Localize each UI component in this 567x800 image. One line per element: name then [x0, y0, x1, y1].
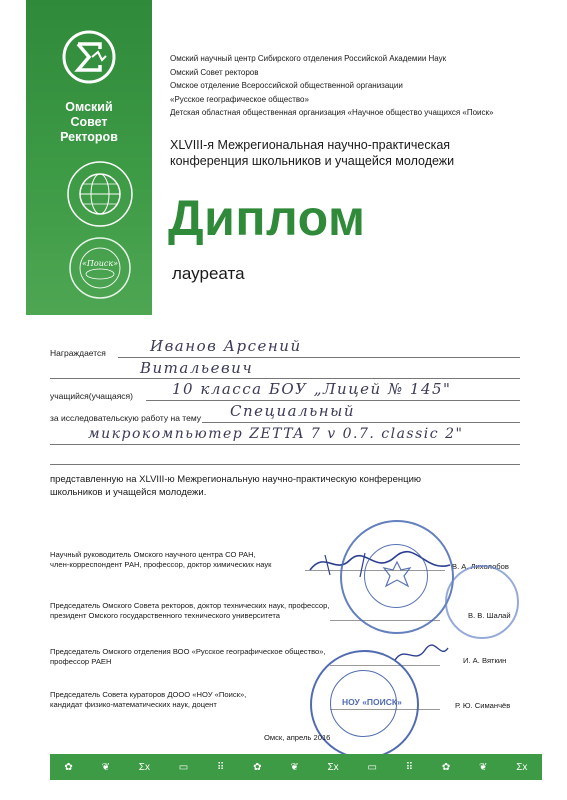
signatory-title: президент Омского государственного технического университета — [50, 611, 280, 620]
sigma-icon: Σx — [327, 761, 339, 773]
sun-icon: ✿ — [64, 761, 73, 773]
official-stamp-small — [445, 565, 519, 639]
organization-line: Омский научный центр Сибирского отделения Российской Академии Наук — [170, 54, 447, 63]
book-icon: ▭ — [178, 761, 189, 773]
binary-icon: ⠿ — [405, 761, 414, 773]
organization-line: Детская областная общественная организация «Научное общество учащихся «Поиск» — [170, 108, 494, 118]
sidebar-banner — [26, 0, 152, 315]
signature-block-4 — [50, 690, 340, 710]
research-label: за исследовательскую работу на тему — [50, 413, 202, 423]
book-icon: ▭ — [367, 761, 377, 773]
signature-block-1 — [50, 550, 340, 570]
signatory-title: Председатель Омского отделения ВОО «Русское географическое общество», — [50, 647, 326, 656]
signatory-title: член-корреспондент РАН, профессор, доктор химических наук — [50, 560, 272, 569]
class-underline — [146, 400, 520, 401]
leaf-icon: ❦ — [101, 761, 110, 773]
name-underline-2 — [50, 378, 520, 379]
organization-line: Омский Совет ректоров — [170, 67, 259, 77]
council-line: Омский — [65, 100, 113, 114]
presented-text — [50, 474, 510, 499]
organization-line: «Русское географическое общество» — [170, 94, 309, 104]
name-underline — [118, 357, 520, 358]
place-date: Омск, апрель 2016 — [264, 733, 331, 742]
research-topic-line2: микрокомпьютер ZETTA 7 v 0.7. classic 2" — [88, 426, 464, 442]
footer-band — [50, 754, 542, 780]
conference-line: конференция школьников и учащейся молодежи — [170, 153, 455, 168]
presented-line: представленную на XLVIII-ю Межрегиональную научно-практическую конференцию — [50, 474, 421, 485]
awardee-patronymic: Витальевич — [140, 359, 254, 377]
awardee-name: Иванов Арсений — [150, 337, 302, 355]
presented-line: школьников и учащейся молодежи. — [50, 486, 207, 498]
leaf-icon: ❦ — [290, 761, 299, 773]
council-line: Ректоров — [60, 130, 118, 144]
signatory-title: Научный руководитель Омского научного центра СО РАН, — [50, 550, 256, 559]
stamp-label: НОУ «ПОИСК» — [342, 697, 402, 707]
signatory-name: Р. Ю. Симанчёв — [455, 701, 511, 710]
student-label: учащийся(учащаяся) — [50, 391, 133, 401]
conference-title — [170, 138, 454, 169]
sigma-icon: Σx — [516, 761, 528, 773]
conference-line: XLVIII-я Межрегиональная научно-практическая — [170, 138, 451, 152]
council-name — [26, 100, 152, 145]
document-title: Диплом — [168, 190, 366, 246]
awarded-label: Награждается — [50, 348, 106, 358]
poisk-seal-label: «Поиск» — [82, 259, 118, 268]
topic-underline-3 — [50, 464, 520, 465]
sun-icon: ✿ — [253, 761, 262, 773]
footer-icons — [50, 754, 542, 780]
research-topic-line1: Специальный — [230, 402, 356, 420]
document-subtitle: лауреата — [172, 264, 245, 283]
class-school: 10 класса БОУ „Лицей № 145" — [172, 380, 452, 398]
organization-line: Омское отделение Всероссийской общественной организации — [170, 81, 403, 91]
geographic-society-seal-icon — [66, 160, 134, 228]
signatory-name: В. А. Лихолобов — [452, 562, 509, 571]
signature-block-3 — [50, 647, 340, 667]
signatory-name: И. А. Вяткин — [463, 656, 507, 665]
eagle-emblem-icon — [380, 558, 414, 592]
sun-icon: ✿ — [441, 761, 451, 773]
poisk-stamp — [310, 650, 419, 759]
binary-icon: ⠿ — [217, 761, 225, 773]
sigma-logo-icon — [62, 30, 116, 84]
organizations-list — [170, 52, 493, 120]
signatory-title: Председатель Омского Совета ректоров, доктор технических наук, профессор, — [50, 601, 330, 610]
signatory-title: кандидат физико-математических наук, доцент — [50, 700, 217, 709]
council-line: Совет — [70, 115, 108, 129]
topic-underline — [202, 422, 520, 423]
signatory-name: В. В. Шалай — [468, 611, 511, 620]
leaf-icon: ❦ — [479, 761, 488, 773]
sigma-icon: Σx — [138, 761, 150, 773]
signature-block-2 — [50, 601, 340, 621]
poisk-society-seal-icon — [68, 236, 132, 300]
official-stamp-large — [340, 520, 454, 634]
signatory-title: профессор РАЕН — [50, 657, 112, 666]
signatory-title: Председатель Совета кураторов ДООО «НОУ «Поиск», — [50, 690, 247, 699]
topic-underline-2 — [50, 444, 520, 445]
